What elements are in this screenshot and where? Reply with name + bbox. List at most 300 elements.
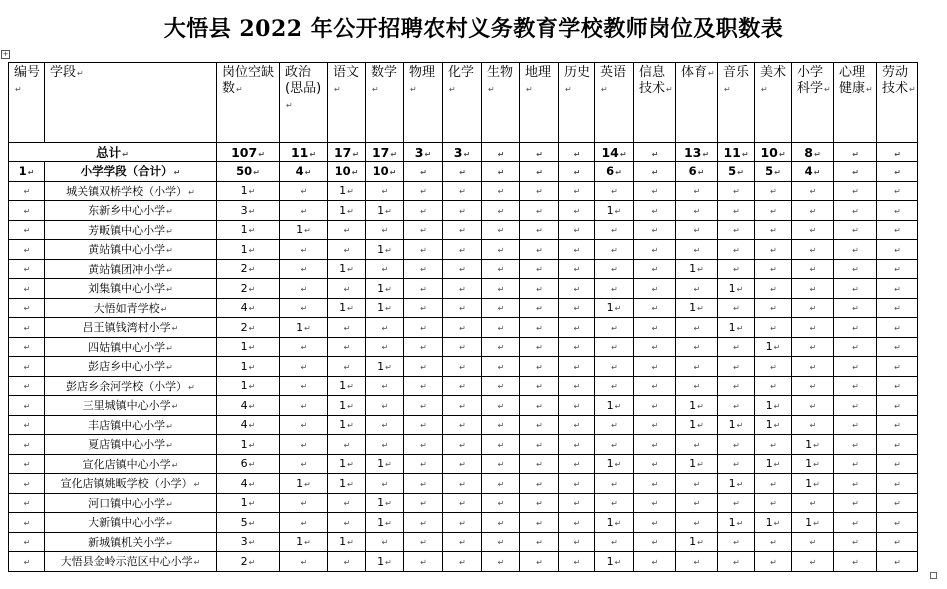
paragraph-mark-icon: ↵ [615, 168, 622, 178]
position-count [634, 396, 676, 416]
paragraph-mark-icon: ↵ [248, 479, 256, 489]
paragraph-mark-icon: ↵ [614, 304, 622, 314]
position-count-text: 4 [240, 301, 248, 315]
positions-table [8, 62, 918, 572]
paragraph-mark-icon: ↵ [497, 304, 505, 314]
position-count [520, 396, 559, 416]
paragraph-mark-icon: ↵ [536, 168, 543, 178]
school-name-text: 芳畈镇中心小学 [88, 223, 166, 237]
paragraph-mark-icon: ↵ [894, 323, 901, 333]
position-count [792, 415, 834, 435]
table-row [9, 376, 918, 396]
position-count [217, 376, 280, 396]
paragraph-mark-icon: ↵ [651, 149, 659, 159]
position-count [404, 435, 443, 455]
position-count [328, 435, 366, 455]
position-count [482, 201, 520, 221]
position-count [482, 357, 520, 377]
position-count [404, 279, 443, 299]
position-count [366, 474, 404, 494]
paragraph-mark-icon: ↵ [733, 226, 740, 236]
school-name-text: 彭店乡余河学校（小学） [66, 379, 188, 393]
position-count [559, 357, 595, 377]
position-count [280, 376, 328, 396]
paragraph-mark-icon: ↵ [381, 226, 389, 236]
column-header [45, 63, 217, 143]
school-name [45, 318, 217, 338]
paragraph-mark-icon: ↵ [122, 150, 129, 159]
paragraph-mark-icon: ↵ [300, 460, 308, 470]
position-count [520, 201, 559, 221]
position-count [280, 396, 328, 416]
paragraph-mark-icon: ↵ [741, 149, 749, 159]
paragraph-mark-icon: ↵ [381, 382, 389, 392]
position-count [482, 493, 520, 513]
position-count-text: 4 [240, 398, 248, 412]
paragraph-mark-icon: ↵ [693, 518, 701, 528]
position-count [328, 201, 366, 221]
row-index [9, 474, 45, 494]
paragraph-mark-icon: ↵ [343, 343, 351, 353]
paragraph-mark-icon: ↵ [894, 440, 901, 450]
paragraph-mark-icon: ↵ [171, 460, 179, 470]
paragraph-mark-icon: ↵ [343, 557, 351, 567]
column-header-text: 岗位空缺数 [222, 65, 275, 96]
paragraph-mark-icon: ↵ [770, 245, 777, 255]
column-header [9, 63, 45, 143]
paragraph-mark-icon: ↵ [852, 187, 859, 197]
paragraph-mark-icon: ↵ [166, 207, 173, 217]
row-index [9, 513, 45, 533]
school-name [45, 259, 217, 279]
paragraph-mark-icon: ↵ [304, 168, 312, 178]
school-name [45, 513, 217, 533]
paragraph-mark-icon: ↵ [611, 538, 618, 548]
position-count [755, 259, 792, 279]
total-value [328, 143, 366, 162]
paragraph-mark-icon: ↵ [420, 187, 427, 197]
position-count-text: 1 [377, 496, 385, 510]
position-count [877, 552, 918, 572]
position-count [595, 435, 634, 455]
paragraph-mark-icon: ↵ [300, 206, 308, 216]
paragraph-mark-icon: ↵ [497, 499, 505, 509]
position-count [443, 181, 482, 201]
paragraph-mark-icon: ↵ [809, 284, 817, 294]
position-count [520, 513, 559, 533]
position-count [755, 493, 792, 513]
position-count [280, 552, 328, 572]
position-count-text: 1 [728, 418, 736, 432]
position-count [404, 415, 443, 435]
subtotal-value [217, 162, 280, 182]
position-count [634, 415, 676, 435]
position-count [217, 279, 280, 299]
position-count [718, 376, 755, 396]
paragraph-mark-icon: ↵ [166, 265, 173, 275]
total-row [9, 143, 918, 162]
position-count [559, 415, 595, 435]
paragraph-mark-icon: ↵ [573, 460, 581, 470]
position-count [755, 220, 792, 240]
position-count-text: 1 [805, 515, 813, 529]
position-count-text: 1 [339, 184, 347, 198]
position-count [834, 532, 877, 552]
paragraph-mark-icon: ↵ [497, 323, 505, 333]
paragraph-mark-icon: ↵ [15, 85, 22, 94]
paragraph-mark-icon: ↵ [248, 557, 256, 567]
school-name [45, 337, 217, 357]
row-index [9, 220, 45, 240]
paragraph-mark-icon: ↵ [852, 245, 859, 255]
paragraph-mark-icon: ↵ [733, 557, 740, 567]
position-count [877, 220, 918, 240]
subtotal-value-text: 6 [606, 164, 615, 179]
paragraph-mark-icon: ↵ [343, 362, 351, 372]
position-count [559, 220, 595, 240]
paragraph-mark-icon: ↵ [248, 362, 256, 372]
total-value [792, 143, 834, 162]
position-count-text: 1 [805, 476, 813, 490]
row-index-text: 1 [18, 164, 27, 179]
paragraph-mark-icon: ↵ [420, 304, 427, 314]
position-count [595, 220, 634, 240]
paragraph-mark-icon: ↵ [347, 206, 354, 216]
position-count [676, 376, 718, 396]
position-count [443, 415, 482, 435]
paragraph-mark-icon: ↵ [459, 479, 466, 489]
position-count [834, 513, 877, 533]
paragraph-mark-icon: ↵ [736, 284, 744, 294]
paragraph-mark-icon: ↵ [573, 168, 581, 178]
paragraph-mark-icon: ↵ [733, 401, 740, 411]
position-count [559, 532, 595, 552]
paragraph-mark-icon: ↵ [304, 226, 311, 236]
position-count [404, 454, 443, 474]
total-value [676, 143, 718, 162]
paragraph-mark-icon: ↵ [697, 460, 704, 470]
school-name-text: 新城镇机关小学 [88, 535, 166, 549]
paragraph-mark-icon: ↵ [601, 85, 608, 94]
position-count [280, 454, 328, 474]
paragraph-mark-icon: ↵ [852, 206, 859, 216]
column-header [280, 63, 328, 143]
position-count [217, 454, 280, 474]
column-header [559, 63, 595, 143]
paragraph-mark-icon: ↵ [536, 362, 543, 372]
position-count [280, 181, 328, 201]
paragraph-mark-icon: ↵ [813, 479, 820, 489]
total-label-text: 总计 [96, 145, 122, 160]
paragraph-mark-icon: ↵ [813, 440, 820, 450]
paragraph-mark-icon: ↵ [894, 479, 901, 489]
paragraph-mark-icon: ↵ [381, 323, 389, 333]
column-header [404, 63, 443, 143]
position-count [755, 357, 792, 377]
paragraph-mark-icon: ↵ [385, 245, 392, 255]
paragraph-mark-icon: ↵ [894, 518, 901, 528]
position-count [482, 318, 520, 338]
paragraph-mark-icon: ↵ [573, 382, 581, 392]
paragraph-mark-icon: ↵ [385, 460, 392, 470]
position-count [280, 201, 328, 221]
paragraph-mark-icon: ↵ [824, 85, 831, 94]
paragraph-mark-icon: ↵ [852, 557, 859, 567]
paragraph-mark-icon: ↵ [852, 304, 859, 314]
paragraph-mark-icon: ↵ [693, 284, 701, 294]
paragraph-mark-icon: ↵ [385, 499, 392, 509]
school-name [45, 376, 217, 396]
paragraph-mark-icon: ↵ [459, 323, 466, 333]
position-count [328, 493, 366, 513]
position-count [559, 435, 595, 455]
paragraph-mark-icon: ↵ [693, 557, 701, 567]
paragraph-mark-icon: ↵ [166, 538, 173, 548]
position-count [520, 357, 559, 377]
position-count-text: 1 [765, 418, 773, 432]
total-value-text: 17 [371, 144, 390, 160]
column-header [834, 63, 877, 143]
column-header-text: 心理健康 [839, 65, 866, 96]
position-count [404, 474, 443, 494]
subtotal-value-text: 5 [765, 164, 774, 179]
row-index [9, 259, 45, 279]
position-count [595, 201, 634, 221]
paragraph-mark-icon: ↵ [23, 265, 31, 275]
paragraph-mark-icon: ↵ [773, 460, 781, 470]
total-value [404, 143, 443, 162]
paragraph-mark-icon: ↵ [809, 245, 817, 255]
position-count [366, 259, 404, 279]
row-index [9, 435, 45, 455]
paragraph-mark-icon: ↵ [381, 187, 389, 197]
row-index [9, 454, 45, 474]
paragraph-mark-icon: ↵ [343, 440, 351, 450]
position-count [482, 376, 520, 396]
table-move-handle[interactable]: + [2, 50, 9, 58]
paragraph-mark-icon: ↵ [536, 382, 543, 392]
paragraph-mark-icon: ↵ [23, 323, 31, 333]
table-row [9, 493, 918, 513]
position-count-text: 1 [339, 262, 347, 276]
position-count [792, 493, 834, 513]
position-count [404, 318, 443, 338]
position-count [834, 298, 877, 318]
paragraph-mark-icon: ↵ [23, 382, 31, 392]
position-count [755, 552, 792, 572]
paragraph-mark-icon: ↵ [420, 382, 427, 392]
position-count [877, 493, 918, 513]
paragraph-mark-icon: ↵ [770, 499, 777, 509]
paragraph-mark-icon: ↵ [651, 226, 659, 236]
paragraph-mark-icon: ↵ [343, 518, 351, 528]
position-count [877, 454, 918, 474]
column-header [482, 63, 520, 143]
paragraph-mark-icon: ↵ [614, 206, 622, 216]
paragraph-mark-icon: ↵ [536, 206, 543, 216]
position-count [834, 259, 877, 279]
position-count-text: 1 [377, 359, 385, 373]
paragraph-mark-icon: ↵ [497, 518, 505, 528]
paragraph-mark-icon: ↵ [385, 304, 392, 314]
position-count [877, 279, 918, 299]
paragraph-mark-icon: ↵ [497, 206, 505, 216]
paragraph-mark-icon: ↵ [809, 187, 817, 197]
position-count [280, 415, 328, 435]
paragraph-mark-icon: ↵ [770, 304, 777, 314]
column-header [595, 63, 634, 143]
total-value-text: 11 [290, 144, 309, 160]
position-count [676, 220, 718, 240]
paragraph-mark-icon: ↵ [309, 149, 317, 159]
position-count [559, 298, 595, 318]
position-count [755, 513, 792, 533]
position-count-text: 1 [606, 554, 614, 568]
paragraph-mark-icon: ↵ [23, 245, 31, 255]
position-count [217, 493, 280, 513]
paragraph-mark-icon: ↵ [248, 460, 256, 470]
paragraph-mark-icon: ↵ [894, 149, 901, 159]
position-count [676, 415, 718, 435]
paragraph-mark-icon: ↵ [809, 421, 817, 431]
paragraph-mark-icon: ↵ [23, 499, 31, 509]
paragraph-mark-icon: ↵ [536, 265, 543, 275]
paragraph-mark-icon: ↵ [497, 421, 505, 431]
position-count [520, 220, 559, 240]
position-count [443, 493, 482, 513]
position-count [443, 298, 482, 318]
school-name [45, 396, 217, 416]
position-count [404, 201, 443, 221]
position-count [404, 181, 443, 201]
paragraph-mark-icon: ↵ [733, 304, 740, 314]
paragraph-mark-icon: ↵ [385, 518, 392, 528]
position-count [834, 376, 877, 396]
paragraph-mark-icon: ↵ [693, 245, 701, 255]
paragraph-mark-icon: ↵ [390, 149, 398, 159]
paragraph-mark-icon: ↵ [300, 284, 308, 294]
position-count [834, 415, 877, 435]
subtotal-value [755, 162, 792, 182]
position-count [520, 415, 559, 435]
position-count [217, 513, 280, 533]
paragraph-mark-icon: ↵ [497, 382, 505, 392]
position-count [792, 318, 834, 338]
paragraph-mark-icon: ↵ [852, 265, 859, 275]
position-count [834, 279, 877, 299]
column-header-text: 数学 [371, 65, 398, 80]
position-count-text: 1 [728, 281, 736, 295]
paragraph-mark-icon: ↵ [809, 557, 817, 567]
position-count [280, 513, 328, 533]
column-header-text: 生物 [487, 65, 514, 80]
position-count [366, 298, 404, 318]
position-count [366, 318, 404, 338]
paragraph-mark-icon: ↵ [702, 149, 710, 159]
position-count [366, 220, 404, 240]
paragraph-mark-icon: ↵ [651, 168, 659, 178]
paragraph-mark-icon: ↵ [733, 245, 740, 255]
paragraph-mark-icon: ↵ [352, 149, 360, 159]
position-count [792, 454, 834, 474]
position-count [792, 396, 834, 416]
paragraph-mark-icon: ↵ [304, 323, 311, 333]
paragraph-mark-icon: ↵ [23, 206, 31, 216]
paragraph-mark-icon: ↵ [693, 226, 701, 236]
paragraph-mark-icon: ↵ [420, 343, 427, 353]
position-count [328, 318, 366, 338]
position-count [755, 454, 792, 474]
total-value-text: 10 [760, 144, 778, 160]
row-index [9, 552, 45, 572]
paragraph-mark-icon: ↵ [420, 245, 427, 255]
table-row [9, 396, 918, 416]
position-count [217, 337, 280, 357]
paragraph-mark-icon: ↵ [573, 401, 581, 411]
position-count [634, 454, 676, 474]
row-index [9, 181, 45, 201]
position-count [328, 415, 366, 435]
position-count [404, 376, 443, 396]
position-count [755, 201, 792, 221]
position-count [559, 181, 595, 201]
position-count [877, 240, 918, 260]
position-count [634, 337, 676, 357]
paragraph-mark-icon: ↵ [166, 363, 173, 373]
position-count [877, 532, 918, 552]
position-count-text: 1 [606, 457, 614, 471]
paragraph-mark-icon: ↵ [611, 382, 618, 392]
total-value [718, 143, 755, 162]
paragraph-mark-icon: ↵ [459, 206, 466, 216]
table-row [9, 318, 918, 338]
position-count-text: 1 [339, 301, 347, 315]
total-value-text: 11 [723, 144, 741, 160]
subtotal-value [482, 162, 520, 182]
position-count [676, 181, 718, 201]
position-count [482, 454, 520, 474]
position-count [718, 454, 755, 474]
position-count [559, 240, 595, 260]
row-index [9, 279, 45, 299]
paragraph-mark-icon: ↵ [381, 343, 389, 353]
paragraph-mark-icon: ↵ [248, 304, 256, 314]
column-header-text: 化学 [448, 65, 475, 80]
position-count [834, 220, 877, 240]
paragraph-mark-icon: ↵ [773, 401, 781, 411]
position-count [634, 318, 676, 338]
position-count [280, 318, 328, 338]
paragraph-mark-icon: ↵ [372, 85, 379, 94]
position-count [834, 201, 877, 221]
paragraph-mark-icon: ↵ [488, 85, 495, 94]
position-count [328, 298, 366, 318]
subtotal-value-text: 50 [236, 164, 253, 179]
paragraph-mark-icon: ↵ [770, 538, 777, 548]
paragraph-mark-icon: ↵ [459, 421, 466, 431]
paragraph-mark-icon: ↵ [253, 168, 260, 178]
paragraph-mark-icon: ↵ [536, 518, 543, 528]
position-count [634, 435, 676, 455]
table-row [9, 435, 918, 455]
paragraph-mark-icon: ↵ [536, 284, 543, 294]
position-count [792, 279, 834, 299]
position-count [718, 279, 755, 299]
paragraph-mark-icon: ↵ [724, 85, 731, 94]
total-value-text: 8 [804, 144, 813, 160]
paragraph-mark-icon: ↵ [733, 343, 740, 353]
position-count-text: 1 [689, 535, 697, 549]
